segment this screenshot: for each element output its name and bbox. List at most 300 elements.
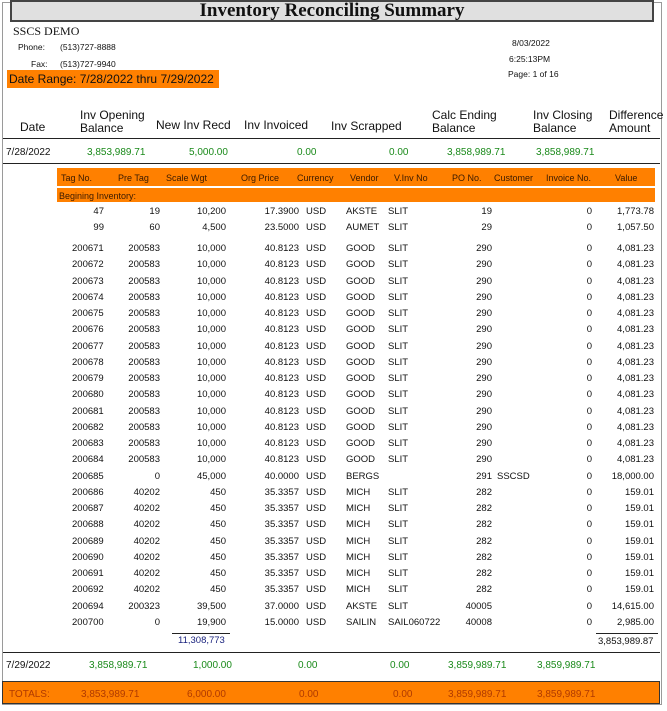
cell-po-no: 290: [476, 454, 492, 466]
cell-tag-no: 200681: [72, 405, 104, 417]
cell-invoice-no: 0: [586, 438, 592, 449]
cell-po-no: 290: [476, 405, 492, 417]
cell-vinv-no: SLIT: [388, 373, 409, 384]
day2-new-recd: 1,000.00: [193, 660, 232, 671]
cell-currency: USD: [306, 340, 327, 352]
cell-vinv-no: SLIT: [388, 584, 409, 596]
cell-tag-no: 200682: [72, 421, 104, 433]
cell-value: 4,081.23: [617, 340, 654, 352]
cell-tag-no: 200688: [72, 519, 104, 531]
day1-rule: [3, 163, 660, 164]
col-closing-line2: Balance: [533, 121, 577, 135]
cell-scale-wgt: 39,500: [196, 600, 226, 612]
dh-vendor: Vendor: [350, 173, 379, 183]
cell-value: 1,773.78: [617, 206, 654, 217]
cell-vinv-no: SLIT: [388, 291, 409, 303]
cell-org-price: 40.8123: [264, 438, 299, 449]
cell-org-price: 40.8123: [264, 421, 299, 433]
totals-label: TOTALS:: [9, 689, 50, 700]
phone-label: Phone:: [18, 42, 45, 52]
cell-vendor: AKSTE: [346, 206, 378, 217]
day1-closing: 3,858,989.71: [536, 147, 595, 158]
col-opening-line1: Inv Opening: [80, 108, 145, 122]
cell-vendor: AKSTE: [346, 600, 378, 612]
cell-pre-tag: 40202: [133, 503, 160, 514]
cell-vendor: GOOD: [346, 308, 376, 319]
cell-vinv-no: SLIT: [388, 389, 409, 401]
report-title: Inventory Reconciling Summary: [10, 0, 654, 22]
cell-scale-wgt: 10,000: [196, 243, 226, 254]
cell-tag-no: 200692: [72, 584, 104, 596]
cell-po-no: 290: [476, 389, 492, 401]
cell-value: 159.01: [624, 568, 654, 579]
day1-opening: 3,853,989.71: [87, 147, 146, 158]
cell-pre-tag: 200583: [128, 275, 160, 287]
cell-tag-no: 200672: [72, 259, 104, 271]
cell-invoice-no: 0: [586, 405, 592, 417]
dh-org-price: Org Price: [241, 173, 280, 183]
value-total: 3,853,989.87: [598, 636, 654, 647]
cell-tag-no: 200685: [72, 470, 104, 482]
cell-currency: USD: [306, 600, 327, 612]
cell-currency: USD: [306, 275, 327, 287]
company-name: SSCS DEMO: [13, 24, 80, 38]
beginning-band: [57, 188, 655, 202]
cell-vinv-no: SLIT: [388, 519, 409, 531]
cell-invoice-no: 0: [586, 551, 592, 563]
cell-invoice-no: 0: [586, 275, 592, 287]
cell-value: 4,081.23: [617, 405, 654, 417]
cell-scale-wgt: 4,500: [202, 222, 226, 233]
print-date: 8/03/2022: [512, 38, 550, 48]
cell-org-price: 40.8123: [264, 454, 299, 466]
print-time: 6:25:13PM: [509, 54, 551, 64]
cell-po-no: 291: [476, 470, 492, 482]
day2-invoiced: 0.00: [298, 660, 318, 671]
cell-tag-no: 200671: [72, 243, 104, 254]
cell-po-no: 282: [476, 568, 492, 579]
day2-date: 7/29/2022: [6, 660, 51, 671]
day2-top-rule: [3, 652, 660, 653]
day2-calc-ending: 3,859,989.71: [448, 660, 507, 671]
cell-tag-no: 200675: [72, 308, 104, 319]
cell-org-price: 40.8123: [264, 243, 299, 254]
day2-opening: 3,858,989.71: [89, 660, 148, 671]
cell-org-price: 40.8123: [264, 405, 299, 417]
col-calc-line2: Balance: [432, 121, 476, 135]
cell-po-no: 40008: [465, 616, 492, 628]
cell-pre-tag: 200583: [128, 389, 160, 401]
cell-vendor: GOOD: [346, 438, 376, 449]
dh-invoice-no: Invoice No.: [546, 173, 592, 183]
cell-vinv-no: SLIT: [388, 222, 409, 233]
cell-currency: USD: [306, 405, 327, 417]
cell-pre-tag: 60: [149, 222, 160, 233]
cell-org-price: 40.8123: [264, 324, 299, 336]
cell-org-price: 35.3357: [264, 535, 299, 547]
cell-scale-wgt: 450: [210, 503, 226, 514]
cell-org-price: 40.0000: [264, 470, 299, 482]
cell-vendor: GOOD: [346, 356, 376, 368]
cell-vinv-no: SLIT: [388, 551, 409, 563]
cell-pre-tag: 19: [149, 206, 160, 217]
cell-po-no: 290: [476, 324, 492, 336]
cell-invoice-no: 0: [586, 519, 592, 531]
cell-tag-no: 200687: [72, 503, 104, 514]
cell-invoice-no: 0: [586, 340, 592, 352]
cell-po-no: 29: [481, 222, 492, 233]
beginning-label: Begining Inventory:: [59, 191, 137, 201]
cell-pre-tag: 40202: [133, 584, 160, 596]
cell-scale-wgt: 450: [210, 535, 226, 547]
cell-scale-wgt: 10,000: [196, 356, 226, 368]
scale-wgt-total: 11,308,773: [178, 635, 225, 646]
col-calc-line1: Calc Ending: [432, 108, 497, 122]
cell-org-price: 35.3357: [264, 584, 299, 596]
cell-vinv-no: SLIT: [388, 438, 409, 449]
totals-scrapped: 0.00: [393, 689, 413, 700]
col-date: Date: [20, 120, 46, 134]
dh-value: Value: [615, 173, 638, 183]
date-range: Date Range: 7/28/2022 thru 7/29/2022: [7, 70, 219, 88]
page-number: Page: 1 of 16: [508, 69, 559, 79]
day1-scrapped: 0.00: [389, 147, 409, 158]
cell-po-no: 282: [476, 535, 492, 547]
cell-currency: USD: [306, 438, 327, 449]
cell-vendor: MICH: [346, 503, 371, 514]
totals-opening: 3,853,989.71: [81, 689, 140, 700]
dh-currency: Currency: [297, 173, 334, 183]
cell-po-no: 282: [476, 584, 492, 596]
cell-invoice-no: 0: [586, 486, 592, 498]
cell-vendor: GOOD: [346, 389, 376, 401]
cell-customer: SSCSD: [497, 470, 530, 482]
day2-closing: 3,859,989.71: [537, 660, 596, 671]
cell-vinv-no: SLIT: [388, 356, 409, 368]
cell-po-no: 290: [476, 438, 492, 449]
cell-currency: USD: [306, 243, 327, 254]
cell-invoice-no: 0: [586, 470, 592, 482]
cell-vinv-no: SLIT: [388, 568, 409, 579]
cell-currency: USD: [306, 486, 327, 498]
col-diff-line1: Difference: [609, 108, 664, 122]
cell-tag-no: 200678: [72, 356, 104, 368]
cell-org-price: 15.0000: [264, 616, 299, 628]
cell-value: 159.01: [624, 503, 654, 514]
cell-org-price: 35.3357: [264, 551, 299, 563]
cell-org-price: 40.8123: [264, 308, 299, 319]
cell-pre-tag: 40202: [133, 486, 160, 498]
day1-date: 7/28/2022: [6, 147, 51, 158]
cell-value: 159.01: [624, 584, 654, 596]
cell-pre-tag: 40202: [133, 568, 160, 579]
cell-value: 159.01: [624, 486, 654, 498]
cell-vendor: GOOD: [346, 405, 376, 417]
cell-org-price: 35.3357: [264, 568, 299, 579]
cell-vendor: BERGS: [346, 470, 380, 482]
cell-vinv-no: SLIT: [388, 503, 409, 514]
cell-invoice-no: 0: [586, 259, 592, 271]
cell-org-price: 40.8123: [264, 373, 299, 384]
cell-tag-no: 200689: [72, 535, 104, 547]
cell-scale-wgt: 10,000: [196, 340, 226, 352]
cell-invoice-no: 0: [586, 584, 592, 596]
cell-currency: USD: [306, 259, 327, 271]
cell-scale-wgt: 19,900: [196, 616, 226, 628]
cell-org-price: 35.3357: [264, 486, 299, 498]
cell-currency: USD: [306, 308, 327, 319]
cell-invoice-no: 0: [586, 291, 592, 303]
cell-vinv-no: SLIT: [388, 259, 409, 271]
cell-value: 159.01: [624, 551, 654, 563]
dh-vinv-no: V.Inv No: [394, 173, 428, 183]
cell-value: 159.01: [624, 535, 654, 547]
cell-po-no: 282: [476, 503, 492, 514]
cell-tag-no: 200700: [72, 616, 104, 628]
cell-invoice-no: 0: [586, 373, 592, 384]
col-invoiced: Inv Invoiced: [244, 118, 309, 132]
cell-vinv-no: SLIT: [388, 206, 409, 217]
cell-currency: USD: [306, 454, 327, 466]
cell-vendor: GOOD: [346, 259, 376, 271]
cell-vinv-no: SLIT: [388, 486, 409, 498]
cell-currency: USD: [306, 616, 327, 628]
cell-po-no: 290: [476, 243, 492, 254]
cell-invoice-no: 0: [586, 421, 592, 433]
cell-pre-tag: 0: [154, 616, 160, 628]
cell-currency: USD: [306, 535, 327, 547]
cell-currency: USD: [306, 291, 327, 303]
cell-currency: USD: [306, 584, 327, 596]
cell-tag-no: 200684: [72, 454, 104, 466]
fax-value: (513)727-9940: [60, 59, 116, 69]
col-diff-line2: Amount: [609, 121, 651, 135]
day2-scrapped: 0.00: [390, 660, 410, 671]
cell-org-price: 40.8123: [264, 356, 299, 368]
cell-invoice-no: 0: [586, 222, 592, 233]
cell-vinv-no: SLIT: [388, 600, 409, 612]
cell-invoice-no: 0: [586, 454, 592, 466]
cell-vendor: GOOD: [346, 373, 376, 384]
cell-po-no: 290: [476, 373, 492, 384]
cell-scale-wgt: 10,000: [196, 324, 226, 336]
cell-po-no: 290: [476, 340, 492, 352]
cell-scale-wgt: 45,000: [196, 470, 226, 482]
cell-tag-no: 200676: [72, 324, 104, 336]
cell-invoice-no: 0: [586, 503, 592, 514]
cell-org-price: 40.8123: [264, 340, 299, 352]
cell-value: 4,081.23: [617, 421, 654, 433]
fax-label: Fax:: [31, 59, 48, 69]
cell-vendor: AUMET: [346, 222, 380, 233]
cell-invoice-no: 0: [586, 206, 592, 217]
cell-org-price: 35.3357: [264, 519, 299, 531]
cell-pre-tag: 40202: [133, 535, 160, 547]
col-closing-line1: Inv Closing: [533, 108, 593, 122]
cell-currency: USD: [306, 206, 327, 217]
cell-scale-wgt: 10,000: [196, 308, 226, 319]
cell-po-no: 290: [476, 308, 492, 319]
cell-po-no: 19: [481, 206, 492, 217]
cell-tag-no: 200691: [72, 568, 104, 579]
cell-vendor: MICH: [346, 551, 371, 563]
cell-scale-wgt: 10,000: [196, 373, 226, 384]
cell-scale-wgt: 10,000: [196, 454, 226, 466]
scale-total-rule: [172, 633, 230, 634]
cell-value: 4,081.23: [617, 356, 654, 368]
cell-scale-wgt: 10,000: [196, 389, 226, 401]
cell-vendor: GOOD: [346, 275, 376, 287]
cell-scale-wgt: 10,000: [196, 259, 226, 271]
cell-invoice-no: 0: [586, 243, 592, 254]
cell-scale-wgt: 10,200: [196, 206, 226, 217]
cell-scale-wgt: 450: [210, 519, 226, 531]
cell-currency: USD: [306, 503, 327, 514]
col-scrapped: Inv Scrapped: [331, 119, 402, 133]
cell-tag-no: 200679: [72, 373, 104, 384]
cell-value: 4,081.23: [617, 308, 654, 319]
cell-value: 2,985.00: [617, 616, 654, 628]
cell-pre-tag: 200583: [128, 421, 160, 433]
cell-org-price: 40.8123: [264, 389, 299, 401]
cell-vendor: MICH: [346, 584, 371, 596]
cell-value: 4,081.23: [617, 454, 654, 466]
cell-tag-no: 200680: [72, 389, 104, 401]
cell-currency: USD: [306, 421, 327, 433]
cell-vendor: GOOD: [346, 454, 376, 466]
cell-po-no: 290: [476, 291, 492, 303]
cell-vinv-no: SLIT: [388, 340, 409, 352]
cell-currency: USD: [306, 389, 327, 401]
value-total-rule: [596, 633, 658, 634]
cell-pre-tag: 200583: [128, 243, 160, 254]
cell-tag-no: 200690: [72, 551, 104, 563]
cell-vendor: GOOD: [346, 324, 376, 336]
col-new-recd: New Inv Recd: [156, 118, 231, 132]
cell-po-no: 290: [476, 421, 492, 433]
cell-tag-no: 200694: [72, 600, 104, 612]
cell-currency: USD: [306, 519, 327, 531]
cell-currency: USD: [306, 551, 327, 563]
cell-pre-tag: 200323: [128, 600, 160, 612]
cell-pre-tag: 40202: [133, 519, 160, 531]
day1-invoiced: 0.00: [297, 147, 317, 158]
day1-new-recd: 5,000.00: [189, 147, 228, 158]
cell-value: 4,081.23: [617, 324, 654, 336]
cell-pre-tag: 200583: [128, 438, 160, 449]
dh-po-no: PO No.: [452, 173, 482, 183]
cell-po-no: 290: [476, 259, 492, 271]
cell-value: 4,081.23: [617, 259, 654, 271]
cell-scale-wgt: 450: [210, 584, 226, 596]
cell-tag-no: 47: [93, 206, 104, 217]
cell-scale-wgt: 10,000: [196, 405, 226, 417]
cell-vinv-no: SLIT: [388, 454, 409, 466]
cell-scale-wgt: 10,000: [196, 291, 226, 303]
cell-org-price: 23.5000: [264, 222, 299, 233]
cell-currency: USD: [306, 356, 327, 368]
cell-po-no: 290: [476, 356, 492, 368]
cell-vinv-no: SLIT: [388, 324, 409, 336]
cell-org-price: 17.3900: [264, 206, 299, 217]
cell-org-price: 40.8123: [264, 291, 299, 303]
cell-tag-no: 200673: [72, 275, 104, 287]
cell-vendor: MICH: [346, 535, 371, 547]
cell-pre-tag: 200583: [128, 291, 160, 303]
cell-pre-tag: 200583: [128, 356, 160, 368]
cell-value: 14,615.00: [611, 600, 654, 612]
cell-po-no: 282: [476, 551, 492, 563]
cell-scale-wgt: 10,000: [196, 421, 226, 433]
totals-calc-ending: 3,859,989.71: [448, 689, 507, 700]
cell-org-price: 40.8123: [264, 275, 299, 287]
cell-vinv-no: SLIT: [388, 243, 409, 254]
cell-po-no: 282: [476, 519, 492, 531]
cell-vinv-no: SLIT: [388, 405, 409, 417]
cell-po-no: 40005: [465, 600, 492, 612]
cell-value: 1,057.50: [617, 222, 654, 233]
col-opening-line2: Balance: [80, 121, 124, 135]
cell-org-price: 37.0000: [264, 600, 299, 612]
cell-currency: USD: [306, 373, 327, 384]
cell-vendor: GOOD: [346, 243, 376, 254]
cell-value: 4,081.23: [617, 275, 654, 287]
cell-vendor: MICH: [346, 486, 371, 498]
cell-value: 4,081.23: [617, 243, 654, 254]
cell-value: 159.01: [624, 519, 654, 531]
cell-currency: USD: [306, 324, 327, 336]
cell-vendor: SAILIN: [346, 616, 377, 628]
totals-closing: 3,859,989.71: [537, 689, 596, 700]
cell-invoice-no: 0: [586, 616, 592, 628]
cell-pre-tag: 200583: [128, 259, 160, 271]
cell-pre-tag: 200583: [128, 454, 160, 466]
cell-pre-tag: 200583: [128, 308, 160, 319]
cell-org-price: 40.8123: [264, 259, 299, 271]
cell-vendor: GOOD: [346, 291, 376, 303]
dh-scale-wgt: Scale Wgt: [166, 173, 208, 183]
cell-value: 4,081.23: [617, 291, 654, 303]
cell-invoice-no: 0: [586, 308, 592, 319]
totals-new-recd: 6,000.00: [187, 689, 226, 700]
cell-po-no: 282: [476, 486, 492, 498]
dh-tag-no: Tag No.: [61, 173, 93, 183]
cell-invoice-no: 0: [586, 356, 592, 368]
cell-value: 4,081.23: [617, 438, 654, 449]
cell-vendor: MICH: [346, 519, 371, 531]
cell-scale-wgt: 450: [210, 568, 226, 579]
cell-vinv-no: SLIT: [388, 308, 409, 319]
cell-tag-no: 200674: [72, 291, 104, 303]
cell-tag-no: 200683: [72, 438, 104, 449]
cell-invoice-no: 0: [586, 389, 592, 401]
phone-value: (513)727-8888: [60, 42, 116, 52]
totals-invoiced: 0.00: [299, 689, 319, 700]
cell-pre-tag: 40202: [133, 551, 160, 563]
cell-scale-wgt: 10,000: [196, 438, 226, 449]
cell-po-no: 290: [476, 275, 492, 287]
cell-tag-no: 99: [93, 222, 104, 233]
cell-value: 4,081.23: [617, 389, 654, 401]
cell-vinv-no: SAIL060722: [388, 616, 441, 628]
cell-vinv-no: SLIT: [388, 535, 409, 547]
cell-currency: USD: [306, 470, 327, 482]
cell-pre-tag: 0: [154, 470, 160, 482]
cell-tag-no: 200677: [72, 340, 104, 352]
cell-scale-wgt: 10,000: [196, 275, 226, 287]
header-rule: [3, 138, 660, 139]
cell-pre-tag: 200583: [128, 340, 160, 352]
